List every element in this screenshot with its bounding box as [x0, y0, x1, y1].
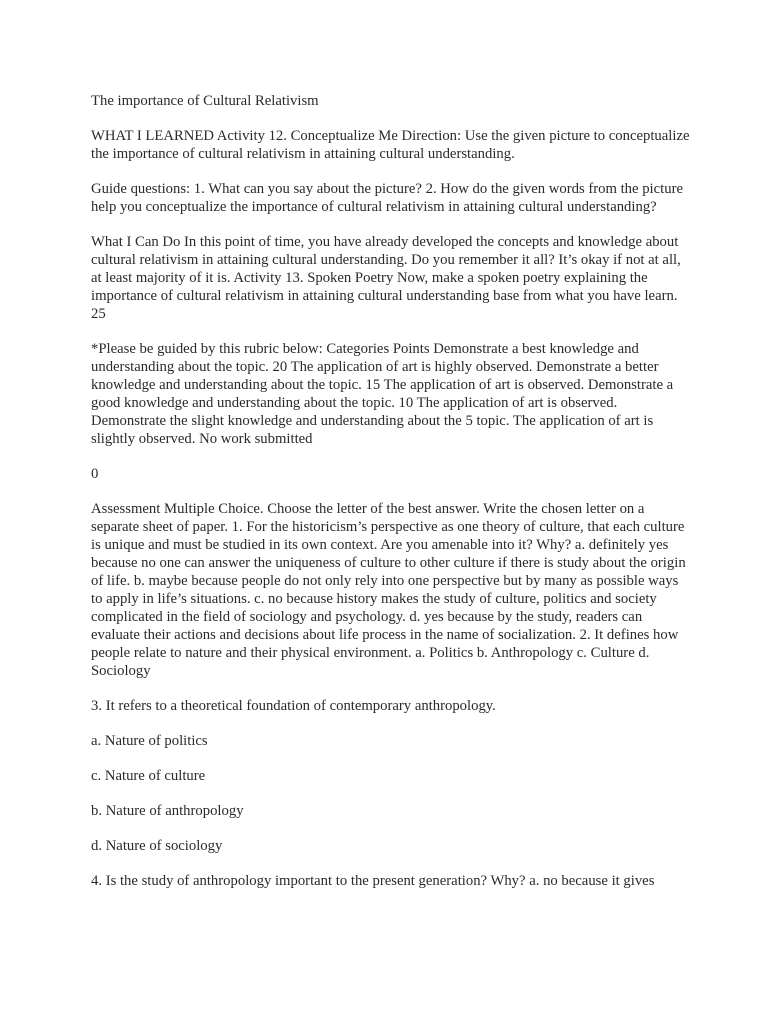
- paragraph-guide-questions: Guide questions: 1. What can you say about the picture? 2. How do the given words from the picture help you conceptualize the importance of cultural relativism in attaining cultural understanding?: [91, 181, 683, 215]
- document-page: [91, 92, 693, 907]
- paragraph-what-i-can-do: What I Can Do In this point of time, you have already developed the concepts and knowledge about cultural relativism in attaining cultural understanding. Do you remember it all? It’s okay if not at all, at least majority of it is. Activity 13. Spoken Poetry Now, make a spoken poetry explaining the importance of cultural relativism in attaining cultural understanding base from what you have learn. 25: [91, 234, 681, 322]
- question-4: 4. Is the study of anthropology important to the present generation? Why? a. no because it gives: [91, 873, 655, 889]
- paragraph-rubric: *Please be guided by this rubric below: Categories Points Demonstrate a best knowledge and understanding about the topic. 20 The application of art is highly observed. Demonstrate a better knowledge and understanding about the topic. 15 The application of art is observed. Demonstrate a good knowledge and understanding about the topic. 10 The application of art is observed. Demonstrate the slight knowledge and understanding about the 5 topic. The application of art is slightly observed. No work submitted: [91, 341, 674, 447]
- choice-a: a. Nature of politics: [91, 733, 208, 749]
- choice-b: b. Nature of anthropology: [91, 803, 244, 819]
- question-3: 3. It refers to a theoretical foundation of contemporary anthropology.: [91, 698, 496, 714]
- paragraph-assessment: Assessment Multiple Choice. Choose the letter of the best answer. Write the chosen letter on a separate sheet of paper. 1. For the historicism’s perspective as one theory of culture, that each culture is unique and must be studied in its own context. Are you amenable into it? Why? a. definitely yes because no one can answer the uniqueness of culture to other culture if there is study about the origin of life. b. maybe because people do not only rely into one perspective but by many as possible ways to apply in life’s situations. c. no because history makes the study of culture, politics and society complicated in the field of sociology and psychology. d. yes because by the study, readers can evaluate their actions and decisions about life process in the name of socialization. 2. It defines how people relate to nature and their physical environment. a. Politics b. Anthropology c. Culture d. Sociology: [91, 501, 686, 679]
- paragraph-what-i-learned: WHAT I LEARNED Activity 12. Conceptualize Me Direction: Use the given picture to conceptualize the importance of cultural relativism in attaining cultural understanding.: [91, 128, 690, 162]
- choice-c: c. Nature of culture: [91, 768, 206, 784]
- document-title: The importance of Cultural Relativism: [91, 93, 319, 109]
- choice-d: d. Nature of sociology: [91, 838, 223, 854]
- paragraph-zero-points: 0: [91, 466, 99, 482]
